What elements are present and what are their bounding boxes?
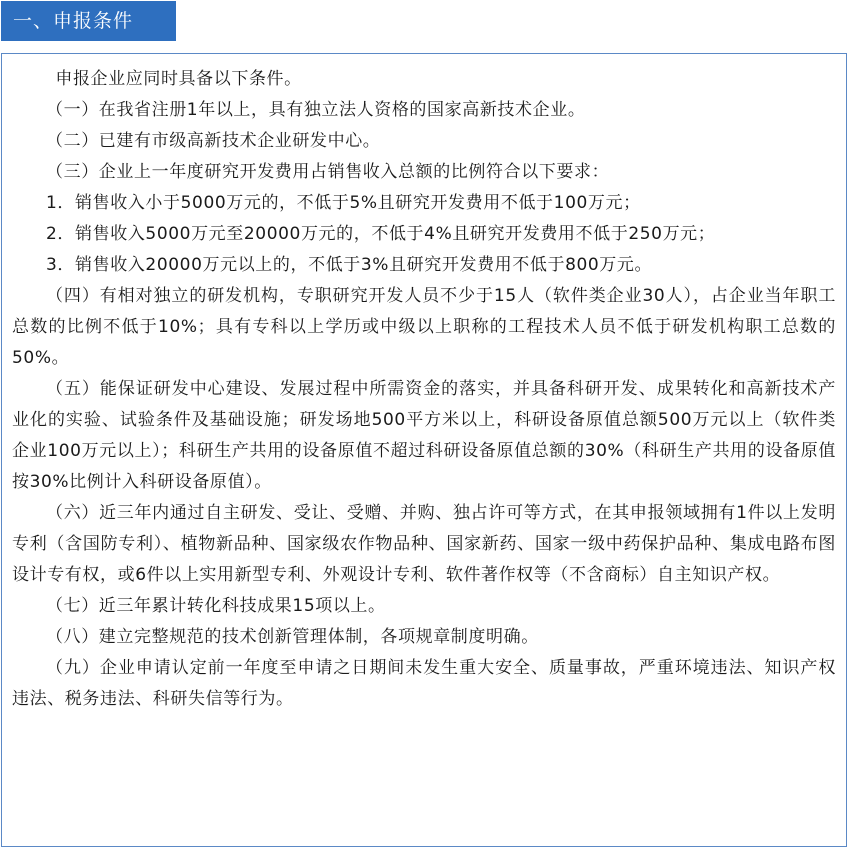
condition-9: （九）企业申请认定前一年度至申请之日期间未发生重大安全、质量事故，严重环境违法、知识产权违法、税务违法、科研失信等行为。 [12,658,836,709]
condition-3-item-1: 1．销售收入小于5000万元的，不低于5%且研究开发费用不低于100万元； [46,193,641,213]
condition-1: （一）在我省注册1年以上，具有独立法人资格的国家高新技术企业。 [46,100,586,120]
intro-paragraph: 申报企业应同时具备以下条件。 [55,69,302,89]
condition-5: （五）能保证研发中心建设、发展过程中所需资金的落实，并具备科研开发、成果转化和高新技术产业化的实验、试验条件及基础设施；研发场地500平方米以上，科研设备原值总额500万元以上（软件类企业100万元以上）；科研生产共用的设备原值不超过科研设备原值总额的30%（科研生产共用的设备原值按30%比例计入科研设备原值）。 [12,379,836,492]
condition-6: （六）近三年内通过自主研发、受让、受赠、并购、独占许可等方式，在其申报领域拥有1件以上发明专利（含国防专利）、植物新品种、国家级农作物品种、国家新药、国家一级中药保护品种、集成电路布图设计专有权，或6件以上实用新型专利、外观设计专利、软件著作权等（不含商标）自主知识产权。 [12,503,836,585]
condition-3-item-2: 2．销售收入5000万元至20000万元的，不低于4%且研究开发费用不低于250万元； [46,224,716,244]
condition-8: （八）建立完整规范的技术创新管理体制，各项规章制度明确。 [46,627,539,647]
condition-3: （三）企业上一年度研究开发费用占销售收入总额的比例符合以下要求： [46,162,610,182]
requirements-box [1,53,847,847]
condition-3-item-3: 3．销售收入20000万元以上的，不低于3%且研究开发费用不低于800万元。 [46,255,653,275]
section-title: 一、申报条件 [1,1,176,41]
condition-4: （四）有相对独立的研发机构，专职研究开发人员不少于15人（软件类企业30人），占企业当年职工总数的比例不低于10%；具有专科以上学历或中级以上职称的工程技术人员不低于研发机构职工总数的50%。 [12,286,836,368]
condition-7: （七）近三年累计转化科技成果15项以上。 [46,596,386,616]
condition-2: （二）已建有市级高新技术企业研发中心。 [46,131,381,151]
